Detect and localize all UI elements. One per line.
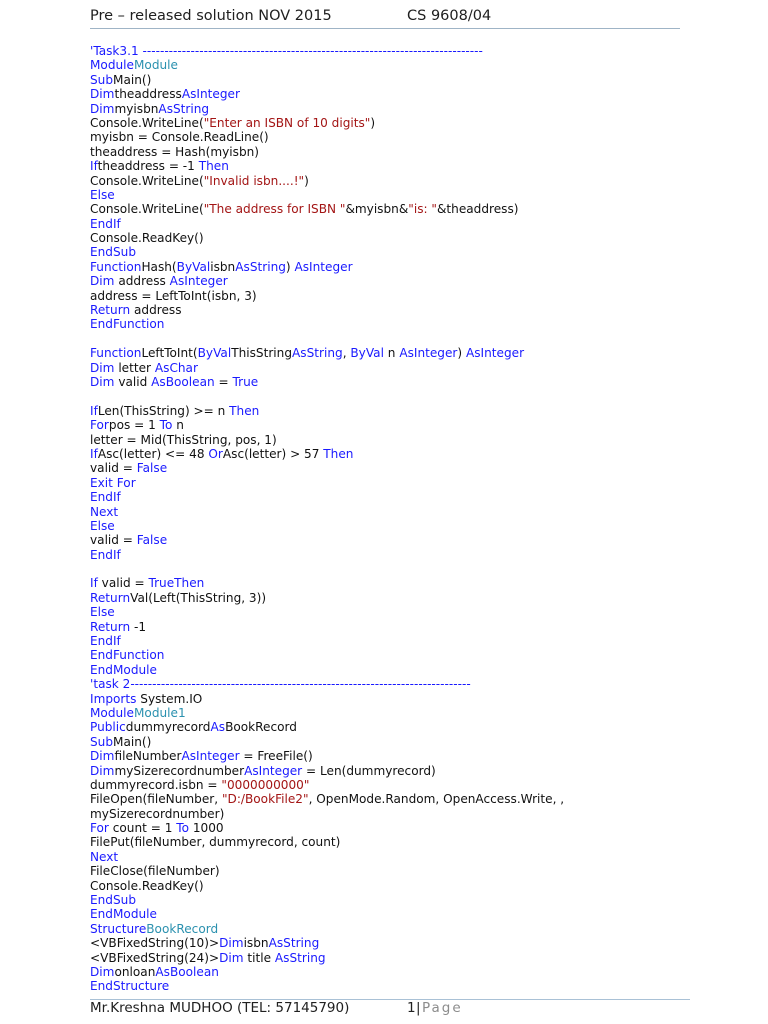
code-line xyxy=(90,821,564,835)
keyword-token: As xyxy=(181,87,197,102)
keyword-token: For xyxy=(90,821,109,836)
keyword-token: Integer xyxy=(480,346,525,361)
code-line xyxy=(90,505,564,519)
code-token: FileClose(fileNumber) xyxy=(90,864,220,879)
code-token: myisbn = Console.ReadLine() xyxy=(90,130,269,145)
keyword-token: Else xyxy=(90,518,115,533)
code-line xyxy=(90,936,564,950)
keyword-token: String xyxy=(249,259,286,274)
code-line xyxy=(90,404,564,418)
keyword-token: Return xyxy=(90,619,131,634)
code-line xyxy=(90,174,564,188)
code-line xyxy=(90,375,564,389)
code-line xyxy=(90,447,564,461)
code-token: address xyxy=(130,303,182,318)
keyword-token: Dim xyxy=(90,87,115,102)
page-footer xyxy=(90,1000,690,1018)
code-line xyxy=(90,706,564,720)
code-token: ) xyxy=(285,259,295,274)
code-token: dummyrecord xyxy=(125,720,211,735)
code-token: count = 1 xyxy=(108,821,177,836)
keyword-token: Function xyxy=(90,346,142,361)
keyword-token: Dim xyxy=(90,274,115,289)
keyword-token: Boolean xyxy=(169,965,219,979)
code-line xyxy=(90,965,564,979)
course-code: CS 9608/04 xyxy=(407,8,492,24)
code-token: address xyxy=(114,274,170,289)
type-token: BookRecord xyxy=(146,921,219,936)
keyword-token: Dim xyxy=(90,763,115,778)
keyword-token: EndStructure xyxy=(90,979,170,994)
keyword-token: EndIf xyxy=(90,216,121,231)
code-line xyxy=(90,245,564,259)
page-label: Page xyxy=(422,1000,463,1016)
code-token: &myisbn& xyxy=(345,202,409,217)
keyword-token: Return xyxy=(90,590,131,605)
keyword-token: As xyxy=(294,259,310,274)
code-token: Asc(letter) > 57 xyxy=(222,446,324,461)
keyword-token: EndIf xyxy=(90,547,121,562)
keyword-token: As xyxy=(169,274,185,289)
code-token: FilePut(fileNumber, dummyrecord, count) xyxy=(90,835,341,850)
code-token: valid = xyxy=(97,576,149,591)
document-title: Pre – released solution NOV 2015 xyxy=(90,8,332,24)
keyword-token: Public xyxy=(90,720,126,735)
code-line xyxy=(90,576,564,590)
keyword-token: String xyxy=(283,936,320,951)
code-listing xyxy=(90,44,564,994)
keyword-token: ByVal xyxy=(197,346,232,361)
keyword-token: Integer xyxy=(196,749,240,764)
code-token: n xyxy=(172,418,184,433)
keyword-token: EndModule xyxy=(90,662,157,677)
keyword-token: As xyxy=(210,720,226,735)
code-line xyxy=(90,346,564,360)
keyword-token: ByVal xyxy=(350,346,384,361)
code-line xyxy=(90,433,564,447)
code-token: Hash( xyxy=(141,259,177,274)
keyword-token: False xyxy=(136,533,168,548)
code-token: System.IO xyxy=(136,691,203,706)
keyword-token: Sub xyxy=(90,72,114,87)
code-token: onloan xyxy=(114,965,156,979)
keyword-token: As xyxy=(181,749,197,764)
keyword-token: False xyxy=(136,461,168,476)
code-token: title xyxy=(243,950,275,965)
keyword-token: Then xyxy=(229,403,260,418)
code-line xyxy=(90,332,564,346)
keyword-token: Else xyxy=(90,605,115,620)
code-line xyxy=(90,749,564,763)
code-line xyxy=(90,102,564,116)
keyword-token: As xyxy=(154,360,170,375)
type-token: Module1 xyxy=(133,705,186,720)
keyword-token: Boolean xyxy=(165,374,215,389)
keyword-token: Dim xyxy=(219,936,244,951)
code-line xyxy=(90,893,564,907)
code-line xyxy=(90,951,564,965)
keyword-token: As xyxy=(399,346,414,361)
code-line xyxy=(90,490,564,504)
code-line xyxy=(90,361,564,375)
keyword-token: Else xyxy=(90,187,115,202)
code-line xyxy=(90,217,564,231)
keyword-token: EndSub xyxy=(90,893,137,908)
code-token: n xyxy=(383,346,400,361)
keyword-token: Then xyxy=(323,446,354,461)
code-token: = Len(dummyrecord) xyxy=(302,763,436,778)
code-line xyxy=(90,778,564,792)
code-token: <VBFixedString(10)> xyxy=(90,936,220,951)
code-line xyxy=(90,202,564,216)
code-line xyxy=(90,605,564,619)
keyword-token: Next xyxy=(90,504,119,519)
keyword-token: As xyxy=(268,936,284,951)
code-token: -1 xyxy=(130,619,147,634)
code-token: ThisString xyxy=(231,346,293,361)
code-token: valid = xyxy=(90,533,137,548)
code-token: theaddress = -1 xyxy=(97,159,199,174)
keyword-token: EndFunction xyxy=(90,648,165,663)
code-line xyxy=(90,634,564,648)
code-line xyxy=(90,317,564,331)
keyword-token: Module xyxy=(90,58,134,73)
keyword-token: Return xyxy=(90,303,131,318)
keyword-token: String xyxy=(289,950,326,965)
code-line xyxy=(90,979,564,993)
keyword-token: Integer xyxy=(413,346,458,361)
keyword-token: EndIf xyxy=(90,634,121,649)
code-line xyxy=(90,418,564,432)
keyword-token: Dim xyxy=(90,749,115,764)
keyword-token: As xyxy=(151,374,166,389)
string-token: "Enter an ISBN of 10 digits" xyxy=(203,115,371,130)
code-token: ) xyxy=(370,115,376,130)
code-line xyxy=(90,130,564,144)
keyword-token: As xyxy=(155,965,170,979)
code-line xyxy=(90,116,564,130)
code-token: isbn xyxy=(210,259,236,274)
code-line xyxy=(90,58,564,72)
string-token: "0000000000" xyxy=(221,777,310,792)
code-line xyxy=(90,720,564,734)
keyword-token: Imports xyxy=(90,691,137,706)
code-line xyxy=(90,922,564,936)
keyword-token: If xyxy=(90,403,98,418)
keyword-token: For xyxy=(90,418,109,433)
code-line xyxy=(90,850,564,864)
comment-token: 'task 2------------------------------------------------------------------------------ xyxy=(90,677,471,692)
code-line xyxy=(90,620,564,634)
code-token: 1000 xyxy=(188,821,224,836)
page-header xyxy=(90,8,680,26)
code-line xyxy=(90,461,564,475)
code-token: address = LeftToInt(isbn, 3) xyxy=(90,288,257,303)
code-token: valid = xyxy=(90,461,137,476)
code-line xyxy=(90,562,564,576)
code-line xyxy=(90,145,564,159)
code-token: theaddress xyxy=(114,87,182,102)
string-token: "is: " xyxy=(408,202,437,217)
code-token: fileNumber xyxy=(114,749,182,764)
keyword-token: Exit xyxy=(90,475,113,490)
type-token: Module xyxy=(133,58,178,73)
code-token: dummyrecord.isbn = xyxy=(90,777,222,792)
code-token: Console.WriteLine( xyxy=(90,173,204,188)
code-token: Console.WriteLine( xyxy=(90,202,204,217)
string-token: "Invalid isbn....!" xyxy=(203,173,305,188)
code-token: <VBFixedString(24)> xyxy=(90,950,220,965)
keyword-token: As xyxy=(292,346,307,361)
keyword-token: Dim xyxy=(90,360,115,375)
keyword-token: As xyxy=(158,101,173,116)
code-line xyxy=(90,87,564,101)
code-token: theaddress = Hash(myisbn) xyxy=(90,144,260,159)
keyword-token: As xyxy=(274,950,290,965)
keyword-token: If xyxy=(90,576,98,591)
code-line xyxy=(90,389,564,403)
string-token: "D:/BookFile2" xyxy=(221,792,309,807)
code-line xyxy=(90,533,564,547)
code-token: Console.WriteLine( xyxy=(90,115,204,130)
keyword-token: Integer xyxy=(184,274,228,289)
code-token: mySizerecordnumber xyxy=(114,763,245,778)
code-token: Len(ThisString) >= n xyxy=(97,403,230,418)
code-token: = xyxy=(214,374,233,389)
keyword-token: Next xyxy=(90,849,119,864)
keyword-token: EndSub xyxy=(90,245,137,260)
code-line xyxy=(90,476,564,490)
keyword-token: As xyxy=(465,346,481,361)
code-line xyxy=(90,648,564,662)
code-line xyxy=(90,73,564,87)
keyword-token: Or xyxy=(208,446,223,461)
page-separator: | xyxy=(416,1000,421,1016)
code-line xyxy=(90,907,564,921)
keyword-token: Dim xyxy=(219,950,244,965)
code-line xyxy=(90,519,564,533)
code-token: , OpenMode.Random, OpenAccess.Write, , xyxy=(308,792,565,807)
code-line xyxy=(90,260,564,274)
keyword-token: If xyxy=(90,159,98,174)
code-line xyxy=(90,188,564,202)
code-token: = FreeFile() xyxy=(239,749,313,764)
code-token: Console.ReadKey() xyxy=(90,878,204,893)
keyword-token: True xyxy=(232,374,259,389)
keyword-token: Then xyxy=(198,159,229,174)
code-line xyxy=(90,835,564,849)
keyword-token: Integer xyxy=(309,259,353,274)
code-line xyxy=(90,663,564,677)
code-line xyxy=(90,44,564,58)
keyword-token: Dim xyxy=(90,101,115,116)
code-token: Main() xyxy=(113,72,152,87)
code-token: , xyxy=(342,346,351,361)
keyword-token: To xyxy=(176,821,189,836)
keyword-token: Sub xyxy=(90,734,114,749)
code-line xyxy=(90,764,564,778)
code-line xyxy=(90,231,564,245)
keyword-token: Integer xyxy=(196,87,240,102)
code-token: Asc(letter) <= 48 xyxy=(97,446,209,461)
keyword-token: Structure xyxy=(90,921,147,936)
keyword-token: EndFunction xyxy=(90,317,165,332)
code-token: Main() xyxy=(113,734,152,749)
keyword-token: As xyxy=(244,763,259,778)
code-line xyxy=(90,677,564,691)
keyword-token: For xyxy=(116,475,136,490)
keyword-token: String xyxy=(306,346,343,361)
keyword-token: Then xyxy=(174,576,205,591)
keyword-token: Char xyxy=(169,360,198,375)
code-line xyxy=(90,735,564,749)
keyword-token: Dim xyxy=(90,965,115,979)
keyword-token: String xyxy=(173,101,210,116)
code-token: valid xyxy=(114,374,152,389)
code-token: mySizerecordnumber) xyxy=(90,806,225,821)
code-line xyxy=(90,548,564,562)
code-line xyxy=(90,807,564,821)
string-token: "The address for ISBN " xyxy=(203,202,346,217)
keyword-token: To xyxy=(159,418,173,433)
keyword-token: As xyxy=(235,259,250,274)
code-token: isbn xyxy=(243,936,269,951)
keyword-token: True xyxy=(148,576,175,591)
code-token: ) xyxy=(457,346,466,361)
keyword-token: EndIf xyxy=(90,490,121,505)
code-token: &theaddress) xyxy=(436,202,519,217)
keyword-token: If xyxy=(90,446,98,461)
code-token: Console.ReadKey() xyxy=(90,231,204,246)
comment-token: 'Task3.1 ------------------------------------------------------------------------------ xyxy=(90,44,483,58)
keyword-token: Function xyxy=(90,259,142,274)
code-line xyxy=(90,879,564,893)
code-token: letter = Mid(ThisString, pos, 1) xyxy=(90,432,277,447)
code-line xyxy=(90,159,564,173)
code-line xyxy=(90,692,564,706)
keyword-token: Module xyxy=(90,705,134,720)
code-line xyxy=(90,289,564,303)
code-token: LeftToInt( xyxy=(141,346,198,361)
code-token: pos = 1 xyxy=(108,418,160,433)
code-line xyxy=(90,864,564,878)
author-contact: Mr.Kreshna MUDHOO (TEL: 57145790) xyxy=(90,1000,350,1016)
page-number: 1 xyxy=(407,1000,416,1016)
keyword-token: Integer xyxy=(258,763,303,778)
code-line xyxy=(90,274,564,288)
code-token: FileOpen(fileNumber, xyxy=(90,792,222,807)
code-line xyxy=(90,591,564,605)
code-token: letter xyxy=(114,360,155,375)
code-line xyxy=(90,792,564,806)
code-token: ) xyxy=(304,173,309,188)
code-line xyxy=(90,303,564,317)
code-token: Val(Left(ThisString, 3)) xyxy=(130,590,267,605)
code-token: BookRecord xyxy=(225,720,297,735)
keyword-token: EndModule xyxy=(90,907,157,922)
code-token: myisbn xyxy=(114,101,159,116)
keyword-token: Dim xyxy=(90,374,115,389)
header-divider xyxy=(90,28,680,29)
keyword-token: ByVal xyxy=(176,259,211,274)
